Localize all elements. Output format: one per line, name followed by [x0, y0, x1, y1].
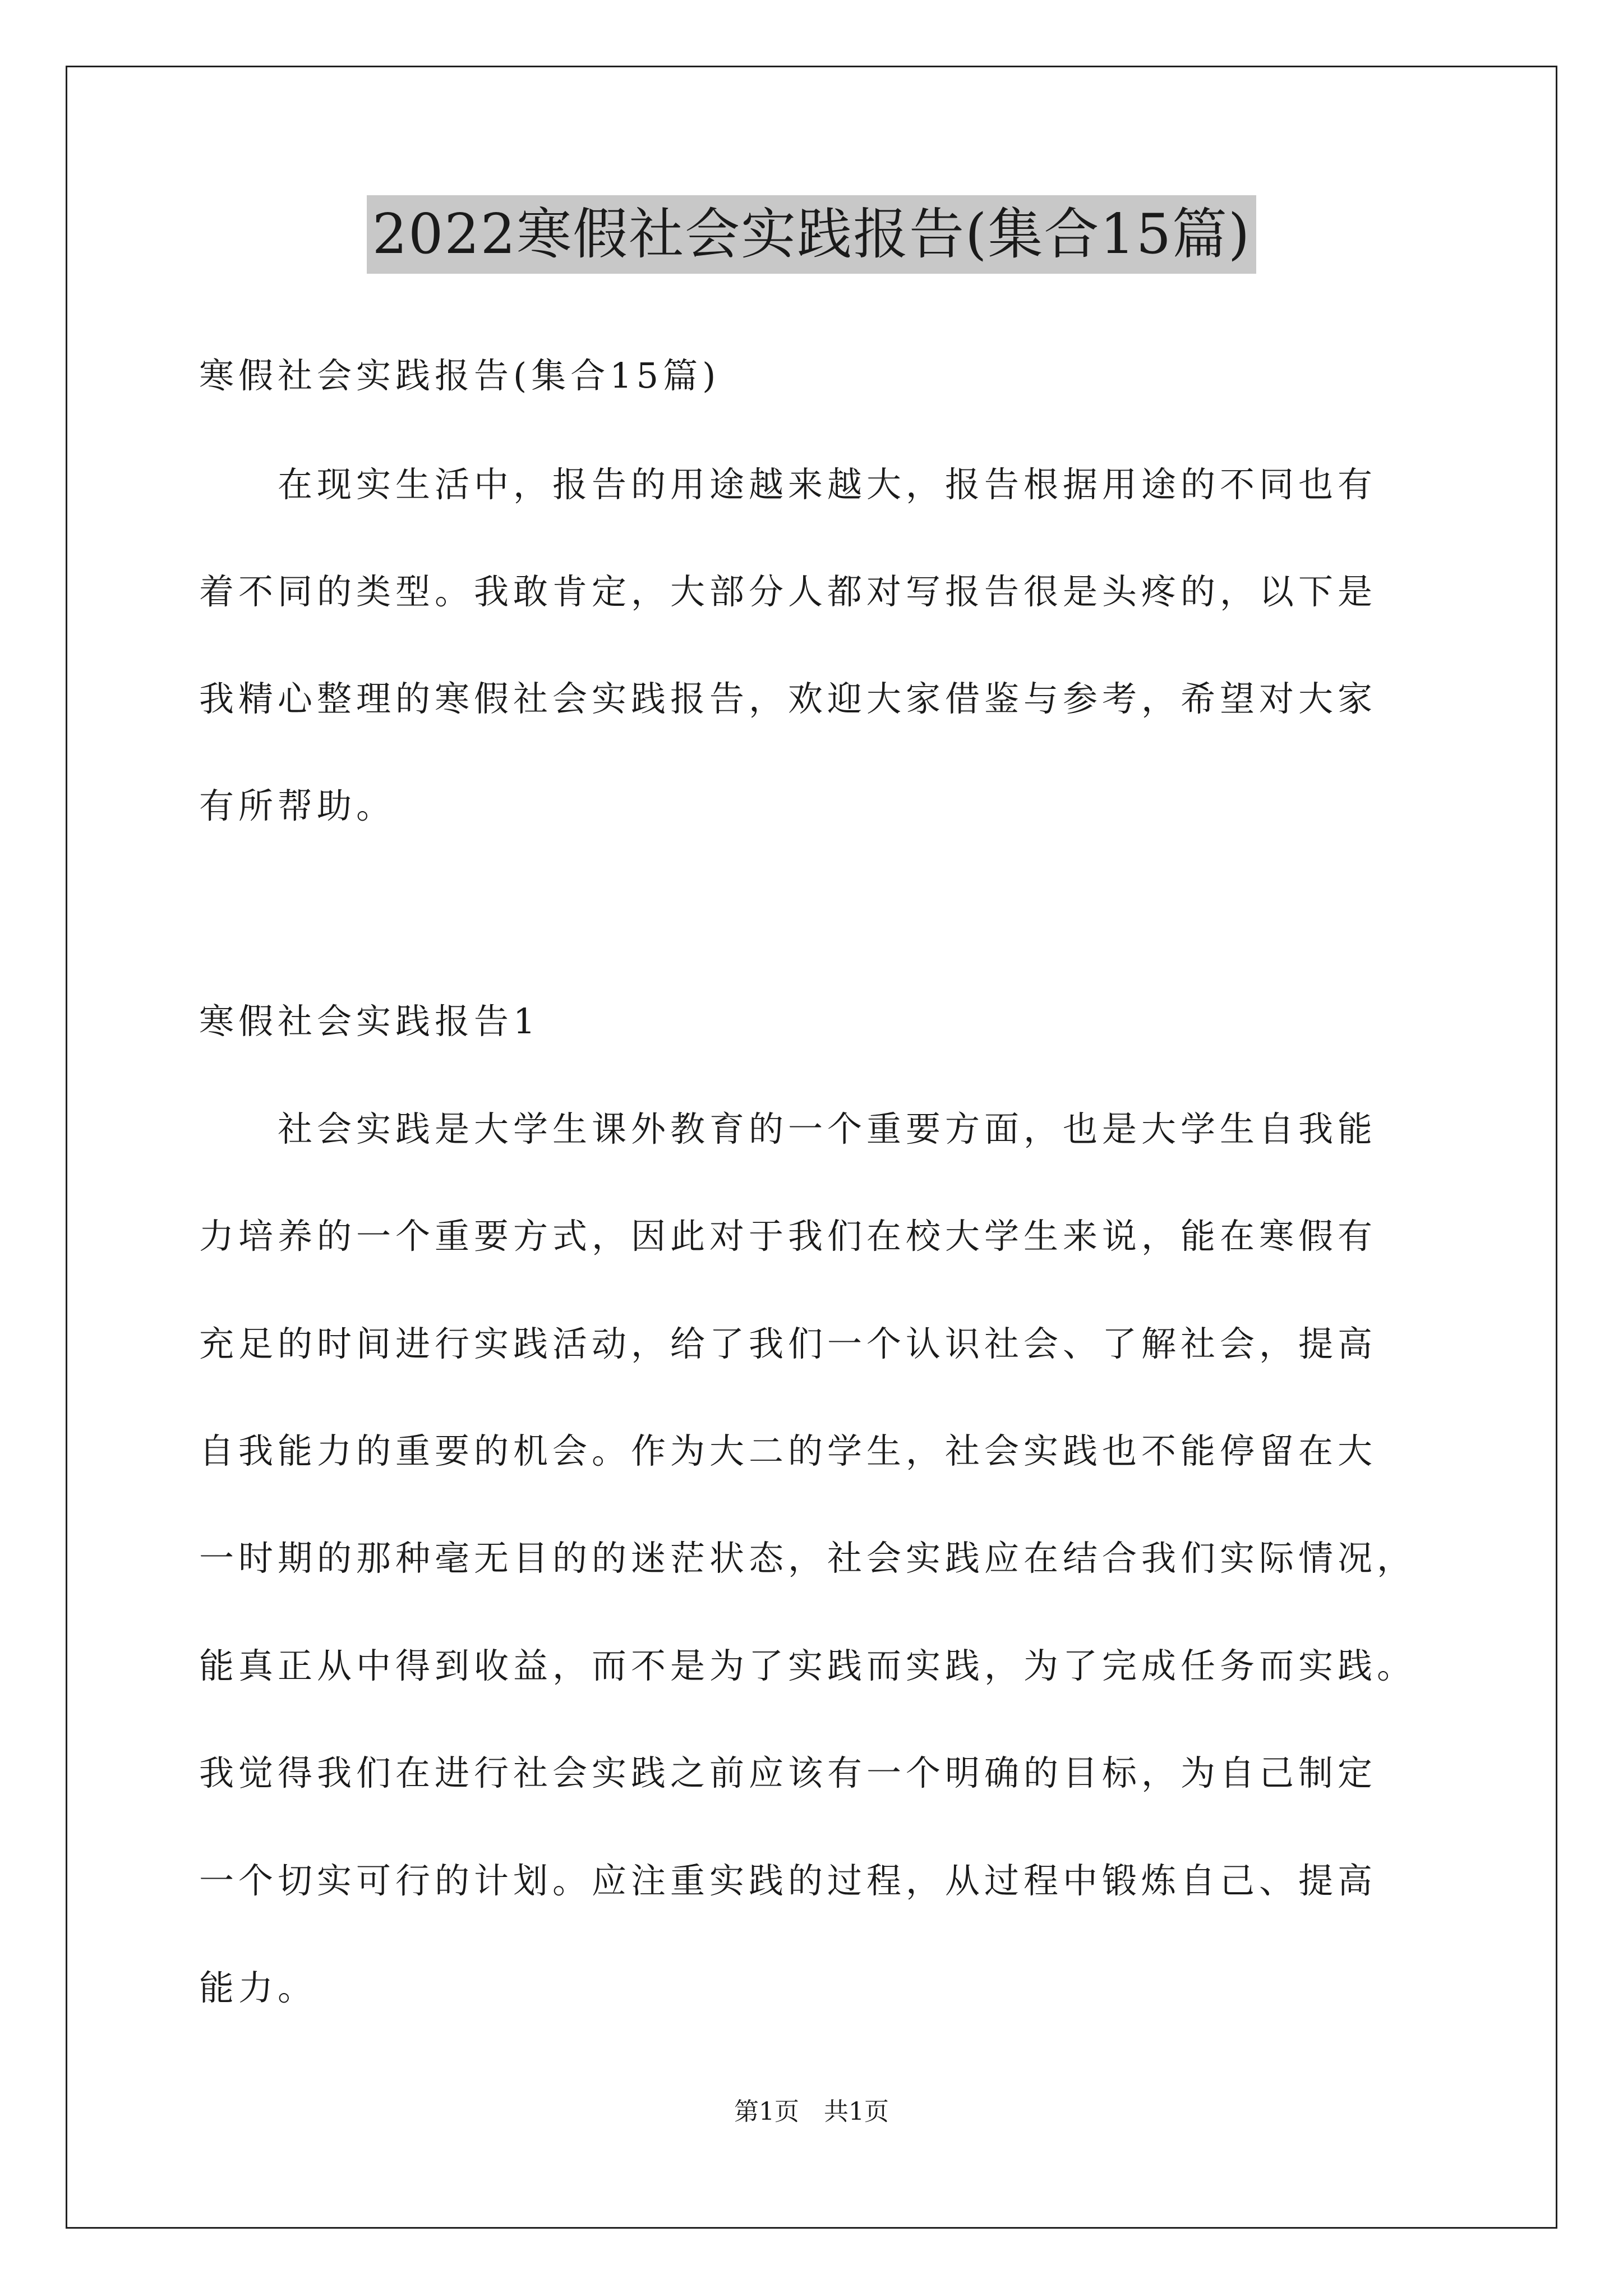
- body-line: 充足的时间进行实践活动，给了我们一个认识社会、了解社会，提高: [199, 1323, 1377, 1364]
- intro-line: 有所帮助。: [199, 785, 396, 826]
- page-footer: 第1页 共1页: [734, 2097, 889, 2126]
- title-container: [0, 195, 1623, 274]
- body-line: 我觉得我们在进行社会实践之前应该有一个明确的目标，为自己制定: [199, 1752, 1377, 1793]
- body-line: 社会实践是大学生课外教育的一个重要方面，也是大学生自我能: [199, 1108, 1377, 1149]
- section-heading: 寒假社会实践报告1: [199, 1001, 540, 1042]
- body-line: 自我能力的重要的机会。作为大二的学生，社会实践也不能停留在大: [199, 1430, 1377, 1471]
- body-line: 一个切实可行的计划。应注重实践的过程，从过程中锻炼自己、提高: [199, 1860, 1377, 1901]
- intro-line: 我精心整理的寒假社会实践报告，欢迎大家借鉴与参考，希望对大家: [199, 678, 1377, 719]
- intro-line: 在现实生活中，报告的用途越来越大，报告根据用途的不同也有: [199, 464, 1377, 505]
- document-title: 2022寒假社会实践报告(集合15篇): [367, 195, 1257, 274]
- body-line: 能真正从中得到收益，而不是为了实践而实践，为了完成任务而实践。: [199, 1645, 1417, 1686]
- body-line: 能力。: [199, 1967, 317, 2008]
- document-subtitle: 寒假社会实践报告(集合15篇): [199, 355, 721, 396]
- body-line: 力培养的一个重要方式，因此对于我们在校大学生来说，能在寒假有: [199, 1216, 1377, 1257]
- body-line: 一时期的那种毫无目的的迷茫状态，社会实践应在结合我们实际情况，: [199, 1538, 1417, 1579]
- intro-line: 着不同的类型。我敢肯定，大部分人都对写报告很是头疼的，以下是: [199, 571, 1377, 612]
